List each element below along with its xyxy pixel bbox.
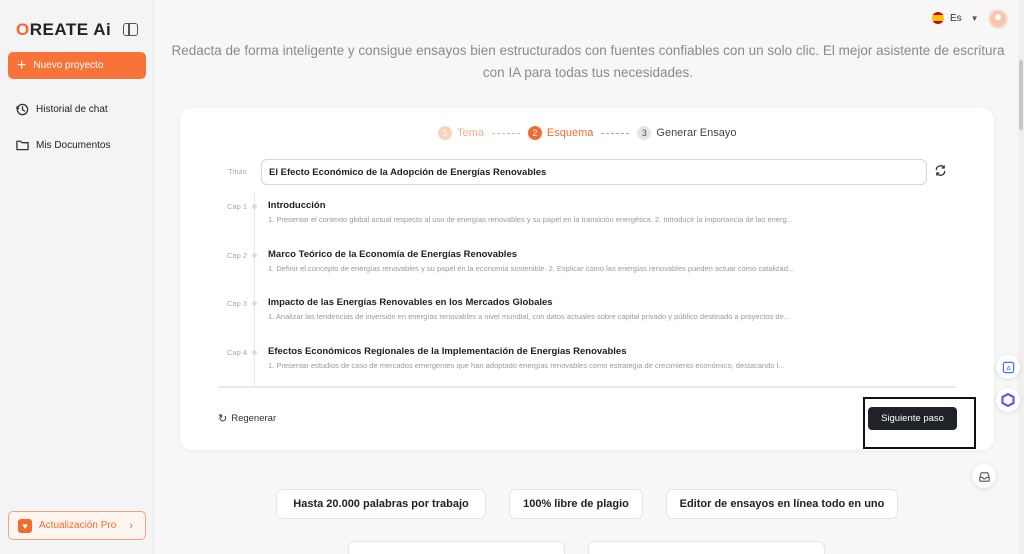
translate-icon (1002, 361, 1015, 374)
folder-icon (16, 139, 29, 151)
logo-prefix: O (16, 20, 30, 39)
step-divider (492, 133, 520, 134)
new-project-button[interactable] (8, 52, 146, 79)
step-number: 2 (528, 126, 542, 140)
sidebar-item-chat-history[interactable] (16, 103, 108, 116)
feature-pill: Hasta 20.000 palabras por trabajo (276, 489, 486, 519)
chapter-description[interactable]: 1. Presentar estudios de caso de mercados emergentes que han adoptado energías renovables como estrategia de crecimiento económico, destacando l... (268, 361, 785, 370)
hexagon-logo-icon (1001, 393, 1015, 407)
feature-pill-partial (588, 541, 825, 554)
chapter-description[interactable]: 1. Definir el concepto de energías renovables y su papel en la economía sostenible. 2. Explicar cómo las energías renovables pueden actuar como catalizad... (268, 264, 795, 273)
refresh-title-icon[interactable] (934, 164, 947, 177)
outline-scroll-edge (218, 386, 956, 388)
feature-pill: Editor de ensayos en línea todo en uno (666, 489, 898, 519)
timeline-dot (252, 301, 257, 306)
upgrade-label: Actualización Pro (39, 520, 117, 531)
app-logo[interactable] (16, 20, 111, 40)
svg-text:A: A (1005, 363, 1011, 372)
chapter-title[interactable]: Impacto de las Energías Renovables en los Mercados Globales (268, 297, 553, 308)
history-icon (16, 103, 29, 116)
essay-title-input[interactable]: El Efecto Económico de la Adopción de Energías Renovables (261, 159, 927, 185)
gift-icon: ♥ (18, 519, 32, 533)
language-selector[interactable] (932, 12, 979, 24)
logo-suffix: Ai (93, 20, 112, 39)
sidebar (0, 0, 154, 554)
highlight-annotation (863, 397, 976, 449)
chapter-description[interactable]: 1. Presentar el contexto global actual respecto al uso de energías renovables y su papel en la transición energética. 2. Introducir la importancia de las energ... (268, 215, 793, 224)
chapter-title[interactable]: Introducción (268, 200, 326, 211)
page-subtitle: Redacta de forma inteligente y consigue ensayos bien estructurados con fuentes confiables con un solo clic. El mejor asistente de escritura con IA para todas tus necesidades. (171, 43, 1005, 80)
step-label: Tema (457, 127, 484, 139)
chapter-outline[interactable] (218, 192, 958, 388)
new-project-label: Nuevo proyecto (33, 60, 104, 71)
spain-flag-icon (932, 12, 944, 24)
chapter-label: Cap 1 (227, 202, 248, 211)
sidebar-item-documents[interactable] (16, 139, 110, 151)
title-label: Título (228, 167, 247, 176)
step-number: 1 (438, 126, 452, 140)
feature-pill: 100% libre de plagio (509, 489, 643, 519)
step-number: 3 (637, 126, 651, 140)
next-step-button[interactable]: Siguiente paso (868, 407, 957, 430)
chapter-label: Cap 2 (227, 251, 248, 260)
regenerate-label: Regenerar (231, 413, 277, 424)
timeline-dot (252, 253, 257, 258)
logo-main: REATE (29, 20, 89, 39)
language-label: Es (950, 12, 962, 24)
chapter-title[interactable]: Marco Teórico de la Economía de Energías Renovables (268, 249, 518, 260)
step-generate[interactable] (637, 126, 736, 140)
timeline-dot (252, 204, 257, 209)
chevron-right-icon: › (129, 519, 133, 532)
feature-pill-partial (348, 541, 565, 554)
refresh-icon: ↻ (218, 413, 228, 425)
step-label: Esquema (546, 127, 594, 139)
caret-down-icon: ▼ (970, 13, 979, 23)
regenerate-button[interactable] (218, 412, 276, 425)
chapter-title[interactable]: Efectos Económicos Regionales de la Implementación de Energías Renovables (268, 346, 627, 357)
sidebar-item-label: Historial de chat (36, 104, 108, 115)
sidebar-item-label: Mis Documentos (36, 139, 111, 151)
inbox-float-button[interactable] (972, 464, 996, 488)
step-outline[interactable] (528, 126, 593, 140)
outline-timeline (254, 192, 255, 388)
upgrade-pro-button[interactable] (8, 511, 146, 540)
scrollbar-thumb[interactable] (1019, 60, 1023, 130)
timeline-dot (252, 350, 257, 355)
sidebar-collapse-icon[interactable] (123, 23, 138, 36)
chapter-label: Cap 4 (227, 348, 248, 357)
user-avatar[interactable] (988, 9, 1008, 29)
translate-float-button[interactable] (996, 355, 1020, 379)
step-topic[interactable] (438, 126, 484, 140)
chapter-description[interactable]: 1. Analizar las tendencias de inversión en energías renovables a nivel mundial, con datos actuales sobre capital privado y público destinado a proyectos de... (268, 312, 790, 321)
inbox-icon (978, 470, 991, 483)
stepper (438, 126, 737, 140)
chapter-label: Cap 3 (227, 299, 248, 308)
step-label: Generar Ensayo (656, 127, 737, 139)
plus-icon: + (17, 56, 27, 74)
step-divider (601, 133, 629, 134)
ai-assistant-float-button[interactable] (996, 388, 1020, 412)
